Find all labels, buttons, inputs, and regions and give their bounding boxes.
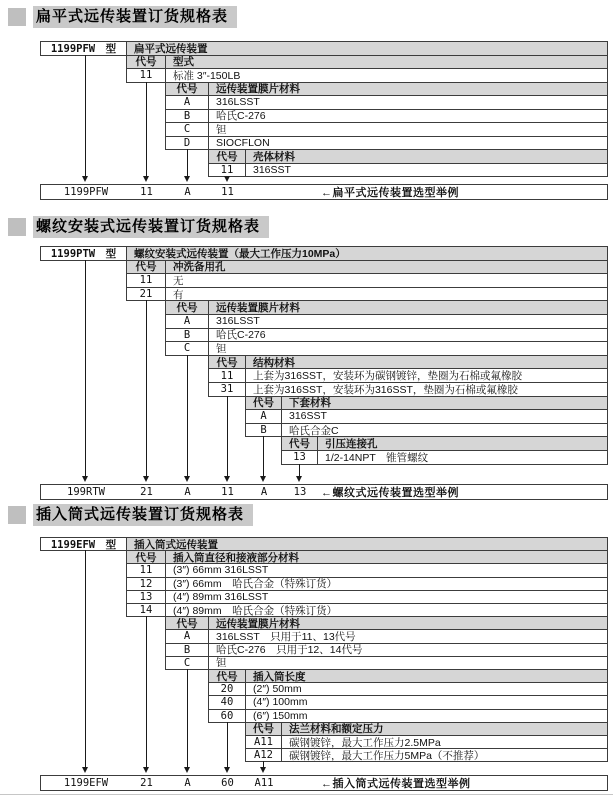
section-title — [8, 6, 237, 27]
model-row — [40, 41, 608, 56]
example-code: 11 — [221, 486, 234, 498]
example-code: 13 — [293, 486, 307, 498]
connector-line — [146, 82, 147, 178]
code-header-row — [126, 55, 608, 70]
option-row — [208, 709, 608, 723]
arrow-down-icon — [260, 767, 266, 773]
label-cell: 哈氏C-276 — [216, 110, 266, 122]
code-header-row — [165, 82, 608, 97]
code-cell: 代号 — [166, 301, 209, 314]
code-cell: B — [166, 329, 209, 342]
option-row — [165, 95, 608, 110]
label-cell: 插入筒式远传装置 — [127, 538, 607, 550]
code-cell: 代号 — [246, 723, 282, 735]
code-header-row — [165, 616, 608, 630]
code-header-row — [281, 436, 608, 451]
code-cell: 1199PFW 型 — [41, 42, 127, 55]
code-cell: A — [246, 410, 282, 423]
example-code: A11 — [254, 777, 274, 789]
label-cell: 钽 — [216, 123, 227, 136]
label-cell: 螺纹安装式远传装置（最大工作压力10MPa） — [127, 247, 607, 260]
example-code: 11 — [140, 186, 153, 198]
label-cell: 哈氏C-276 只用于12、14代号 — [216, 644, 363, 656]
code-cell: A12 — [246, 749, 282, 761]
code-cell: 11 — [209, 164, 246, 177]
arrow-down-icon — [82, 476, 88, 482]
section-title — [8, 216, 269, 237]
arrow-down-icon — [184, 767, 190, 773]
option-row — [165, 341, 608, 356]
arrow-down-icon — [224, 476, 230, 482]
option-row — [281, 450, 608, 465]
code-header-row — [245, 396, 608, 411]
option-row — [165, 136, 608, 151]
example-code: 1199PFW — [63, 186, 109, 198]
arrow-down-icon — [143, 176, 149, 182]
code-header-row — [165, 300, 608, 315]
example-code: A — [184, 486, 191, 498]
connector-line — [227, 396, 228, 477]
label-cell: 316SST — [289, 410, 327, 423]
option-row — [126, 68, 608, 83]
code-cell: C — [166, 123, 209, 136]
code-cell: 60 — [209, 710, 246, 722]
example-note: ←插入筒式远传装置选型举例 — [321, 778, 471, 790]
label-cell: 下套材料 — [282, 397, 607, 410]
connector-line — [85, 260, 86, 477]
label-cell: 哈氏合金C — [289, 424, 339, 437]
label-cell: 316LSST 只用于11、13代号 — [216, 630, 356, 643]
label-cell: (4″) 100mm — [253, 696, 308, 709]
model-row — [40, 246, 608, 261]
code-cell: 13 — [127, 591, 166, 603]
code-cell: 1199EFW 型 — [41, 538, 127, 550]
arrow-down-icon — [184, 176, 190, 182]
code-header-row — [208, 355, 608, 370]
label-cell: 冲洗备用孔 — [166, 261, 607, 274]
label-cell: 316LSST — [216, 315, 260, 328]
option-row — [165, 656, 608, 670]
example-code: 21 — [140, 777, 153, 789]
option-row — [245, 409, 608, 424]
code-cell: A11 — [246, 736, 282, 748]
arrow-down-icon — [296, 476, 302, 482]
label-cell: 1/2-14NPT 锥管螺纹 — [325, 451, 429, 464]
label-cell: 上套为316SST，安装环为碳钢镀锌，垫圈为石棉或氟橡胶 — [253, 370, 522, 382]
label-cell: 壳体材料 — [246, 150, 607, 163]
code-cell: 11 — [127, 564, 166, 576]
option-row — [208, 368, 608, 383]
option-row — [126, 590, 608, 604]
example-row — [40, 484, 608, 500]
code-cell: 11 — [127, 274, 166, 287]
label-cell: (6″) 150mm — [253, 709, 308, 722]
section-bullet-icon — [8, 218, 26, 236]
arrow-down-icon — [82, 176, 88, 182]
option-row — [165, 122, 608, 137]
label-cell: (3″) 66mm 316LSST — [173, 564, 269, 577]
code-cell: A — [166, 630, 209, 642]
option-row — [208, 382, 608, 397]
connector-line — [299, 464, 300, 477]
code-cell: 12 — [127, 578, 166, 590]
code-cell: 11 — [127, 69, 166, 82]
option-row — [208, 163, 608, 178]
connector-line — [227, 722, 228, 768]
option-row — [208, 695, 608, 709]
label-cell: (2″) 50mm — [253, 683, 302, 696]
label-cell: 碳钢镀锌，最大工作压力5MPa（不推荐） — [289, 749, 485, 762]
label-cell: 远传装置膜片材料 — [209, 617, 607, 629]
connector-line — [187, 149, 188, 177]
code-cell: D — [166, 137, 209, 150]
label-cell: 插入筒长度 — [246, 670, 607, 682]
label-cell: 钽 — [216, 342, 227, 355]
example-code: A — [260, 486, 268, 498]
option-row — [126, 577, 608, 591]
label-cell: 无 — [173, 274, 184, 287]
label-cell: 远传装置膜片材料 — [209, 301, 607, 314]
example-code: A — [184, 777, 191, 789]
label-cell: 哈氏C-276 — [216, 329, 266, 342]
option-row — [208, 682, 608, 696]
example-code: 199RTW — [67, 486, 105, 498]
example-code: 21 — [140, 486, 153, 498]
arrow-down-icon — [143, 476, 149, 482]
option-row — [126, 603, 608, 617]
example-note: ←螺纹式远传装置选型举例 — [321, 487, 459, 499]
option-row — [165, 629, 608, 643]
option-row — [245, 748, 608, 762]
label-cell: 引压连接孔 — [318, 437, 607, 450]
code-cell: 代号 — [166, 83, 209, 96]
code-cell: 31 — [209, 383, 246, 396]
code-cell: 代号 — [127, 56, 166, 69]
label-cell: 316LSST — [216, 96, 260, 109]
code-cell: 14 — [127, 604, 166, 616]
connector-line — [187, 669, 188, 768]
connector-line — [146, 616, 147, 768]
section-title-text: 螺纹安装式远传装置订货规格表 — [33, 216, 269, 238]
arrow-down-icon — [224, 767, 230, 773]
arrow-down-icon — [224, 176, 230, 182]
code-cell: C — [166, 657, 209, 669]
label-cell: 标准 3″-150LB — [173, 69, 241, 82]
label-cell: (4″) 89mm 316LSST — [173, 590, 269, 603]
code-cell: 13 — [282, 451, 318, 464]
section-bullet-icon — [8, 506, 26, 524]
code-cell: 1199PTW 型 — [41, 247, 127, 260]
code-cell: 40 — [209, 696, 246, 708]
connector-line — [146, 300, 147, 477]
code-cell: A — [166, 96, 209, 109]
label-cell: 扁平式远传装置 — [127, 42, 607, 55]
example-code: 11 — [221, 186, 234, 198]
model-row — [40, 537, 608, 551]
option-row — [245, 735, 608, 749]
option-row — [165, 109, 608, 124]
example-row — [40, 775, 608, 791]
code-cell: 代号 — [282, 437, 318, 450]
label-cell: (3″) 66mm 哈氏合金（特殊订货） — [173, 578, 338, 590]
code-cell: 代号 — [127, 261, 166, 274]
code-cell: B — [166, 644, 209, 656]
example-note: ←扁平式远传装置选型举例 — [321, 187, 459, 199]
arrow-down-icon — [143, 767, 149, 773]
option-row — [165, 328, 608, 343]
connector-line — [187, 355, 188, 477]
label-cell: 结构材料 — [246, 356, 607, 369]
code-header-row — [208, 669, 608, 683]
arrow-down-icon — [260, 476, 266, 482]
code-cell: 代号 — [209, 356, 246, 369]
arrow-down-icon — [184, 476, 190, 482]
code-cell: 代号 — [166, 617, 209, 629]
code-header-row — [126, 260, 608, 275]
section-bullet-icon — [8, 8, 26, 26]
code-cell: B — [246, 424, 282, 437]
example-code: A — [184, 186, 191, 198]
code-cell: 21 — [127, 288, 166, 301]
label-cell: 插入筒直径和接液部分材料 — [166, 551, 607, 563]
code-cell: C — [166, 342, 209, 355]
option-row — [165, 314, 608, 329]
example-row — [40, 184, 608, 200]
code-cell: 11 — [209, 369, 246, 382]
label-cell: 碳钢镀锌，最大工作压力2.5MPa — [289, 736, 441, 749]
example-code: 60 — [221, 777, 234, 789]
option-row — [126, 273, 608, 288]
section-title-text: 扁平式远传装置订货规格表 — [33, 6, 237, 28]
label-cell: (4″) 89mm 哈氏合金（特殊订货） — [173, 604, 338, 617]
label-cell: 钽 — [216, 657, 227, 669]
section-title-text: 插入筒式远传装置订货规格表 — [33, 504, 253, 526]
code-cell: 代号 — [209, 670, 246, 682]
code-cell: 代号 — [246, 397, 282, 410]
label-cell: 远传装置膜片材料 — [209, 83, 607, 96]
option-row — [245, 423, 608, 438]
code-header-row — [126, 550, 608, 564]
label-cell: 316SST — [253, 163, 291, 176]
code-header-row — [208, 149, 608, 164]
option-row — [165, 643, 608, 657]
code-cell: 20 — [209, 683, 246, 695]
option-row — [126, 563, 608, 577]
arrow-down-icon — [82, 767, 88, 773]
code-cell: 代号 — [127, 551, 166, 563]
page-bottom-divider — [0, 794, 613, 795]
example-code: 1199EFW — [63, 777, 109, 789]
label-cell: 型式 — [166, 56, 607, 69]
label-cell: 法兰材料和额定压力 — [282, 723, 607, 735]
connector-line — [85, 55, 86, 178]
section-title — [8, 504, 253, 525]
label-cell: 有 — [173, 288, 184, 301]
connector-line — [263, 436, 264, 477]
option-row — [126, 287, 608, 302]
connector-line — [85, 550, 86, 768]
code-cell: 代号 — [209, 150, 246, 163]
code-header-row — [245, 722, 608, 736]
label-cell: SIOCFLON — [216, 136, 270, 149]
code-cell: B — [166, 110, 209, 123]
label-cell: 上套为316SST，安装环为316SST，垫圈为石棉或氟橡胶 — [253, 383, 518, 396]
code-cell: A — [166, 315, 209, 328]
